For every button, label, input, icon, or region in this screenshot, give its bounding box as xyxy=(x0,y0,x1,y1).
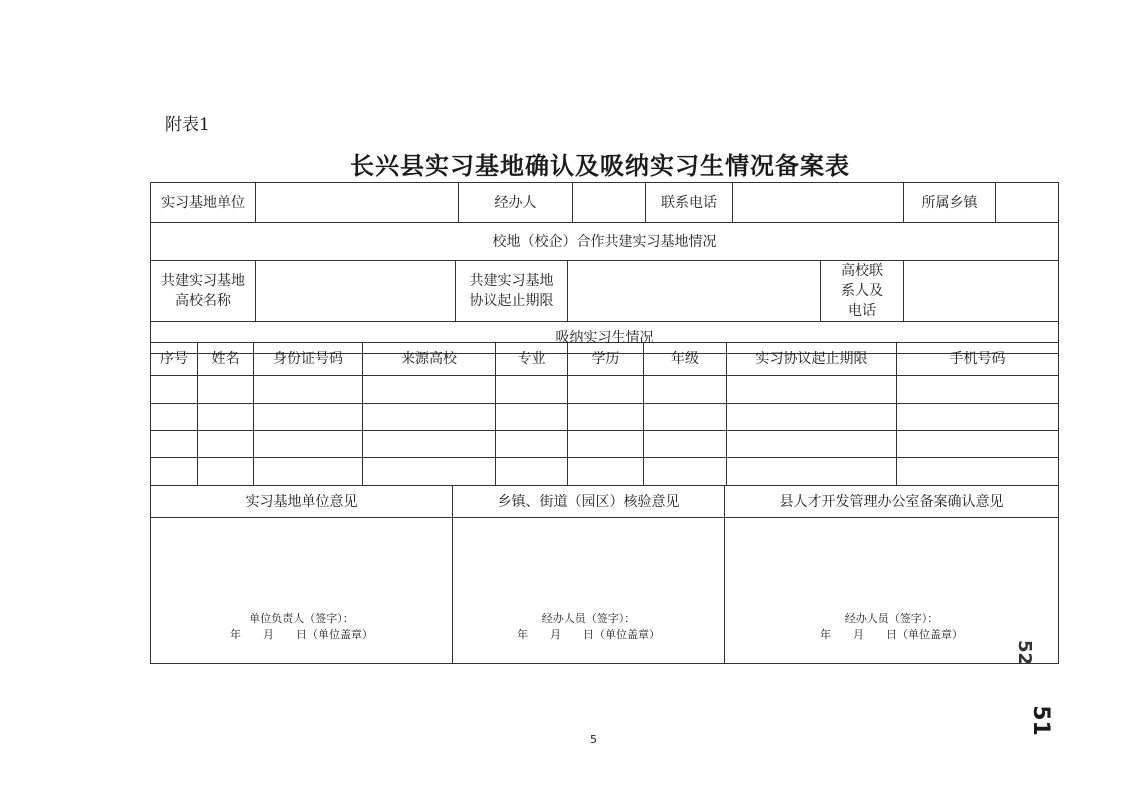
school-name-label: 共建实习基地高校名称 xyxy=(151,261,256,322)
interns-table xyxy=(150,342,1059,486)
table-row[interactable] xyxy=(151,404,1059,431)
phone-field[interactable] xyxy=(733,183,904,223)
signature-line: 经办人员（签字）： xyxy=(541,612,636,625)
col-header: 来源高校 xyxy=(363,343,496,376)
opinions-table xyxy=(150,485,1059,664)
phone-label: 联系电话 xyxy=(646,183,733,223)
side-page-number: 51 xyxy=(1027,705,1053,736)
school-contact-field[interactable] xyxy=(904,261,1059,322)
township-opinion-header: 乡镇、街道（园区）核验意见 xyxy=(453,486,725,518)
section-interns-header: 吸纳实习生情况 xyxy=(151,322,1059,354)
col-header: 身份证号码 xyxy=(254,343,363,376)
school-contact-label: 高校联系人及电话 xyxy=(821,261,904,322)
col-header: 实习协议起止期限 xyxy=(727,343,897,376)
school-name-field[interactable] xyxy=(256,261,456,322)
table-row[interactable] xyxy=(151,458,1059,486)
agreement-period-field[interactable] xyxy=(568,261,821,322)
section-cooperation-header: 校地（校企）合作共建实习基地情况 xyxy=(151,223,1059,261)
unit-opinion-header: 实习基地单位意见 xyxy=(151,486,453,518)
talent-office-opinion-field[interactable] xyxy=(725,518,1059,664)
table-row[interactable] xyxy=(151,376,1059,404)
signature-line: 单位负责人（签字）： xyxy=(249,612,354,625)
date-seal-line: 年 月 日（单位盖章） xyxy=(517,628,660,641)
side-mark: 52 xyxy=(1014,639,1036,666)
agreement-period-label: 共建实习基地协议起止期限 xyxy=(456,261,568,322)
date-seal-line: 年 月 日（单位盖章） xyxy=(230,628,373,641)
township-field[interactable] xyxy=(996,183,1059,223)
col-header: 手机号码 xyxy=(897,343,1059,376)
handler-label: 经办人 xyxy=(459,183,573,223)
basic-info-row xyxy=(150,182,1059,261)
talent-office-opinion-header: 县人才开发管理办公室备案确认意见 xyxy=(725,486,1059,518)
form-title: 长兴县实习基地确认及吸纳实习生情况备案表 xyxy=(350,152,850,180)
township-opinion-field[interactable] xyxy=(453,518,725,664)
col-header: 年级 xyxy=(644,343,727,376)
township-label: 所属乡镇 xyxy=(904,183,996,223)
annex-label: 附表1 xyxy=(165,115,210,135)
unit-label: 实习基地单位 xyxy=(151,183,256,223)
page-number: 5 xyxy=(590,733,597,746)
signature-line: 经办人员（签字）： xyxy=(844,612,939,625)
date-seal-line: 年 月 日（单位盖章） xyxy=(820,628,963,641)
unit-opinion-field[interactable] xyxy=(151,518,453,664)
handler-field[interactable] xyxy=(573,183,646,223)
table-row[interactable] xyxy=(151,431,1059,458)
cooperation-row xyxy=(150,260,1059,354)
col-header: 姓名 xyxy=(198,343,254,376)
col-header: 学历 xyxy=(568,343,644,376)
unit-field[interactable] xyxy=(256,183,459,223)
col-header: 专业 xyxy=(496,343,568,376)
interns-header-row xyxy=(151,343,1059,376)
col-header: 序号 xyxy=(151,343,198,376)
